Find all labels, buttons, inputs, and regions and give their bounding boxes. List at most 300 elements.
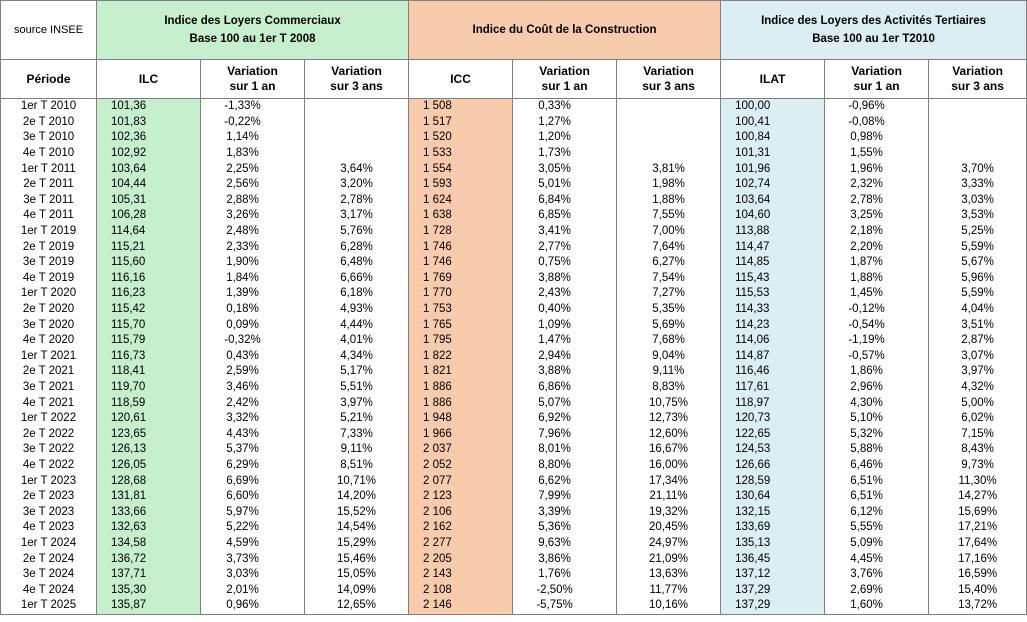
header-ilc-var3 bbox=[305, 60, 409, 99]
cell-ilc-var3: 8,51% bbox=[305, 458, 409, 474]
cell-ilc: 126,05 bbox=[97, 458, 201, 474]
cell-icc: 1 508 bbox=[409, 99, 513, 115]
cell-icc-var1: 8,80% bbox=[513, 458, 617, 474]
header-line: sur 1 an bbox=[541, 79, 588, 93]
cell-ilc-var3: 9,11% bbox=[305, 442, 409, 458]
table-row bbox=[1, 504, 1027, 520]
cell-ilc-var3: 6,66% bbox=[305, 271, 409, 287]
cell-icc-var1: 2,94% bbox=[513, 349, 617, 365]
cell-ilc: 115,42 bbox=[97, 302, 201, 318]
cell-ilc: 102,92 bbox=[97, 146, 201, 162]
cell-ilat-var3: 3,03% bbox=[929, 193, 1027, 209]
cell-icc-var1: 6,62% bbox=[513, 473, 617, 489]
cell-ilc-var1: 4,59% bbox=[201, 536, 305, 552]
cell-ilat-var3: 9,73% bbox=[929, 458, 1027, 474]
cell-ilat-var3: 4,04% bbox=[929, 302, 1027, 318]
cell-icc-var1: 3,39% bbox=[513, 504, 617, 520]
cell-icc-var3: 7,00% bbox=[617, 224, 721, 240]
cell-icc-var1: 1,20% bbox=[513, 130, 617, 146]
cell-ilc-var3: 3,97% bbox=[305, 395, 409, 411]
cell-ilat-var3: 13,72% bbox=[929, 598, 1027, 614]
cell-ilat-var3 bbox=[929, 115, 1027, 131]
cell-ilat-var1: 1,55% bbox=[825, 146, 929, 162]
cell-icc-var3: 10,75% bbox=[617, 395, 721, 411]
header-ilat-var1 bbox=[825, 60, 929, 99]
cell-icc-var3 bbox=[617, 99, 721, 115]
cell-ilc: 116,23 bbox=[97, 286, 201, 302]
cell-ilat: 101,96 bbox=[721, 161, 825, 177]
cell-ilc: 102,36 bbox=[97, 130, 201, 146]
cell-ilat: 102,74 bbox=[721, 177, 825, 193]
cell-ilc-var1: 4,43% bbox=[201, 426, 305, 442]
cell-periode: 4e T 2020 bbox=[1, 333, 97, 349]
cell-ilat: 124,53 bbox=[721, 442, 825, 458]
cell-ilc-var3: 14,54% bbox=[305, 520, 409, 536]
cell-ilc: 106,28 bbox=[97, 208, 201, 224]
cell-ilc-var1: 6,69% bbox=[201, 473, 305, 489]
cell-icc-var1: 0,40% bbox=[513, 302, 617, 318]
cell-ilat-var1: 5,88% bbox=[825, 442, 929, 458]
cell-ilat: 104,60 bbox=[721, 208, 825, 224]
table-row bbox=[1, 286, 1027, 302]
cell-ilat-var3: 5,00% bbox=[929, 395, 1027, 411]
cell-icc-var3: 8,83% bbox=[617, 380, 721, 396]
cell-icc-var1: 6,92% bbox=[513, 411, 617, 427]
cell-ilc-var1: -0,22% bbox=[201, 115, 305, 131]
cell-icc-var1: 6,86% bbox=[513, 380, 617, 396]
cell-icc-var3: 6,27% bbox=[617, 255, 721, 271]
cell-ilat-var3: 15,69% bbox=[929, 504, 1027, 520]
cell-ilat-var3: 7,15% bbox=[929, 426, 1027, 442]
cell-ilat-var1: 6,12% bbox=[825, 504, 929, 520]
cell-ilat-var3: 5,25% bbox=[929, 224, 1027, 240]
cell-icc: 1 795 bbox=[409, 333, 513, 349]
cell-ilat-var1: 4,30% bbox=[825, 395, 929, 411]
cell-icc-var3 bbox=[617, 130, 721, 146]
cell-icc-var1: 1,09% bbox=[513, 317, 617, 333]
cell-ilat-var3 bbox=[929, 130, 1027, 146]
cell-ilat-var1: -0,12% bbox=[825, 302, 929, 318]
cell-icc-var1: -5,75% bbox=[513, 598, 617, 614]
table-row bbox=[1, 317, 1027, 333]
cell-ilc-var3: 4,93% bbox=[305, 302, 409, 318]
cell-periode: 4e T 2010 bbox=[1, 146, 97, 162]
cell-icc-var3: 7,55% bbox=[617, 208, 721, 224]
cell-ilat-var1: 1,86% bbox=[825, 364, 929, 380]
header-line: sur 1 an bbox=[853, 79, 900, 93]
cell-icc-var3: 3,81% bbox=[617, 161, 721, 177]
table-row bbox=[1, 380, 1027, 396]
cell-ilc-var3: 15,05% bbox=[305, 567, 409, 583]
cell-periode: 2e T 2022 bbox=[1, 426, 97, 442]
cell-icc-var1: 3,86% bbox=[513, 551, 617, 567]
ilc-title-line1: Indice des Loyers Commerciaux bbox=[164, 15, 341, 27]
cell-periode: 4e T 2022 bbox=[1, 458, 97, 474]
cell-icc: 2 037 bbox=[409, 442, 513, 458]
cell-ilat-var1: 1,45% bbox=[825, 286, 929, 302]
cell-icc-var1: 3,88% bbox=[513, 364, 617, 380]
cell-icc-var3: 12,73% bbox=[617, 411, 721, 427]
cell-icc-var1: 1,73% bbox=[513, 146, 617, 162]
cell-ilc-var1: 3,32% bbox=[201, 411, 305, 427]
table-row bbox=[1, 146, 1027, 162]
cell-ilat: 101,31 bbox=[721, 146, 825, 162]
cell-ilc: 103,64 bbox=[97, 161, 201, 177]
table-row bbox=[1, 161, 1027, 177]
cell-ilc: 137,71 bbox=[97, 567, 201, 583]
cell-ilat: 137,12 bbox=[721, 567, 825, 583]
cell-ilat-var3: 16,59% bbox=[929, 567, 1027, 583]
cell-ilc-var1: -0,32% bbox=[201, 333, 305, 349]
cell-ilc-var3: 6,48% bbox=[305, 255, 409, 271]
cell-ilc-var1: 3,03% bbox=[201, 567, 305, 583]
cell-icc: 2 162 bbox=[409, 520, 513, 536]
cell-icc: 1 554 bbox=[409, 161, 513, 177]
cell-ilat-var1: -0,54% bbox=[825, 317, 929, 333]
cell-ilat-var1: 1,96% bbox=[825, 161, 929, 177]
header-line: Variation bbox=[643, 64, 694, 78]
header-line: Variation bbox=[952, 64, 1003, 78]
cell-icc: 1 624 bbox=[409, 193, 513, 209]
cell-icc: 1 533 bbox=[409, 146, 513, 162]
table-row bbox=[1, 99, 1027, 115]
cell-ilat: 114,33 bbox=[721, 302, 825, 318]
cell-periode: 3e T 2010 bbox=[1, 130, 97, 146]
cell-ilc-var1: 5,37% bbox=[201, 442, 305, 458]
cell-ilc-var1: 2,56% bbox=[201, 177, 305, 193]
cell-ilat-var3: 17,21% bbox=[929, 520, 1027, 536]
header-icc: ICC bbox=[409, 60, 513, 99]
cell-ilat: 122,65 bbox=[721, 426, 825, 442]
cell-ilc-var1: 3,73% bbox=[201, 551, 305, 567]
header-line: Variation bbox=[331, 64, 382, 78]
cell-icc-var3 bbox=[617, 115, 721, 131]
table-row bbox=[1, 489, 1027, 505]
cell-periode: 2e T 2011 bbox=[1, 177, 97, 193]
cell-ilat-var1: 1,88% bbox=[825, 271, 929, 287]
table-row bbox=[1, 193, 1027, 209]
cell-ilat: 128,59 bbox=[721, 473, 825, 489]
cell-ilat: 100,41 bbox=[721, 115, 825, 131]
table-row bbox=[1, 411, 1027, 427]
cell-ilc-var3: 7,33% bbox=[305, 426, 409, 442]
cell-icc-var3: 13,63% bbox=[617, 567, 721, 583]
cell-ilc-var1: 2,25% bbox=[201, 161, 305, 177]
table-row bbox=[1, 395, 1027, 411]
cell-icc-var3: 17,34% bbox=[617, 473, 721, 489]
cell-periode: 1er T 2010 bbox=[1, 99, 97, 115]
source-label: source INSEE bbox=[1, 1, 97, 60]
cell-periode: 4e T 2011 bbox=[1, 208, 97, 224]
cell-icc-var1: 8,01% bbox=[513, 442, 617, 458]
cell-icc: 1 821 bbox=[409, 364, 513, 380]
cell-icc: 2 106 bbox=[409, 504, 513, 520]
cell-ilc-var3: 14,20% bbox=[305, 489, 409, 505]
table-row bbox=[1, 208, 1027, 224]
ilc-group-title bbox=[97, 1, 409, 60]
table-row bbox=[1, 426, 1027, 442]
cell-ilat: 130,64 bbox=[721, 489, 825, 505]
cell-ilat: 100,84 bbox=[721, 130, 825, 146]
cell-icc-var1: 0,33% bbox=[513, 99, 617, 115]
table-row bbox=[1, 520, 1027, 536]
cell-ilat-var1: -1,19% bbox=[825, 333, 929, 349]
cell-ilc: 115,70 bbox=[97, 317, 201, 333]
cell-ilc-var1: 1,14% bbox=[201, 130, 305, 146]
cell-ilc: 118,41 bbox=[97, 364, 201, 380]
cell-ilc: 104,44 bbox=[97, 177, 201, 193]
cell-icc: 2 052 bbox=[409, 458, 513, 474]
cell-periode: 3e T 2019 bbox=[1, 255, 97, 271]
cell-ilat-var1: 2,96% bbox=[825, 380, 929, 396]
icc-title-line1: Indice du Coût de la Construction bbox=[472, 24, 657, 36]
cell-ilc: 105,31 bbox=[97, 193, 201, 209]
cell-icc: 2 205 bbox=[409, 551, 513, 567]
cell-ilat-var1: 2,69% bbox=[825, 582, 929, 598]
cell-ilc: 123,65 bbox=[97, 426, 201, 442]
cell-periode: 2e T 2020 bbox=[1, 302, 97, 318]
cell-icc-var3: 7,54% bbox=[617, 271, 721, 287]
cell-ilat-var1: 5,32% bbox=[825, 426, 929, 442]
cell-ilc-var1: 6,29% bbox=[201, 458, 305, 474]
table-row bbox=[1, 333, 1027, 349]
cell-icc-var1: 1,76% bbox=[513, 567, 617, 583]
cell-periode: 2e T 2023 bbox=[1, 489, 97, 505]
cell-ilc: 114,64 bbox=[97, 224, 201, 240]
cell-icc: 1 886 bbox=[409, 395, 513, 411]
table-row bbox=[1, 567, 1027, 583]
cell-ilat-var1: 0,98% bbox=[825, 130, 929, 146]
cell-ilc-var3 bbox=[305, 99, 409, 115]
cell-ilc: 128,68 bbox=[97, 473, 201, 489]
cell-ilat-var3: 17,16% bbox=[929, 551, 1027, 567]
cell-icc: 1 520 bbox=[409, 130, 513, 146]
cell-ilat: 113,88 bbox=[721, 224, 825, 240]
cell-periode: 1er T 2011 bbox=[1, 161, 97, 177]
cell-ilc: 135,87 bbox=[97, 598, 201, 614]
cell-icc-var3: 7,27% bbox=[617, 286, 721, 302]
cell-ilat-var3: 3,33% bbox=[929, 177, 1027, 193]
cell-ilat-var3: 3,97% bbox=[929, 364, 1027, 380]
cell-ilc-var3: 6,18% bbox=[305, 286, 409, 302]
cell-ilat-var3: 5,96% bbox=[929, 271, 1027, 287]
cell-icc: 2 077 bbox=[409, 473, 513, 489]
header-ilc: ILC bbox=[97, 60, 201, 99]
cell-icc: 1 966 bbox=[409, 426, 513, 442]
cell-ilc-var3 bbox=[305, 130, 409, 146]
cell-ilat-var1: -0,08% bbox=[825, 115, 929, 131]
cell-periode: 1er T 2023 bbox=[1, 473, 97, 489]
cell-icc-var3: 7,68% bbox=[617, 333, 721, 349]
cell-icc-var1: 2,43% bbox=[513, 286, 617, 302]
cell-periode: 2e T 2024 bbox=[1, 551, 97, 567]
ilc-title-line2: Base 100 au 1er T 2008 bbox=[189, 33, 316, 45]
cell-ilat-var1: 3,25% bbox=[825, 208, 929, 224]
cell-ilc-var1: 1,84% bbox=[201, 271, 305, 287]
cell-periode: 3e T 2020 bbox=[1, 317, 97, 333]
cell-ilat-var3: 3,70% bbox=[929, 161, 1027, 177]
cell-icc-var3: 1,98% bbox=[617, 177, 721, 193]
cell-periode: 1er T 2019 bbox=[1, 224, 97, 240]
cell-icc-var3: 10,16% bbox=[617, 598, 721, 614]
cell-ilat-var1: 1,87% bbox=[825, 255, 929, 271]
cell-ilc-var3: 15,29% bbox=[305, 536, 409, 552]
cell-ilat-var3 bbox=[929, 99, 1027, 115]
cell-ilat: 132,15 bbox=[721, 504, 825, 520]
cell-icc-var1: 3,88% bbox=[513, 271, 617, 287]
cell-ilc-var3: 3,20% bbox=[305, 177, 409, 193]
cell-periode: 4e T 2024 bbox=[1, 582, 97, 598]
cell-ilat: 114,85 bbox=[721, 255, 825, 271]
cell-icc: 2 143 bbox=[409, 567, 513, 583]
cell-icc: 1 593 bbox=[409, 177, 513, 193]
cell-periode: 2e T 2010 bbox=[1, 115, 97, 131]
cell-icc-var1: -2,50% bbox=[513, 582, 617, 598]
cell-ilc-var3 bbox=[305, 115, 409, 131]
cell-ilat-var1: 3,76% bbox=[825, 567, 929, 583]
cell-ilc: 101,36 bbox=[97, 99, 201, 115]
cell-icc-var3: 19,32% bbox=[617, 504, 721, 520]
cell-ilat-var3: 15,40% bbox=[929, 582, 1027, 598]
cell-ilat-var3: 5,59% bbox=[929, 286, 1027, 302]
cell-ilc-var3: 15,52% bbox=[305, 504, 409, 520]
group-header-row bbox=[1, 1, 1027, 60]
cell-ilc-var3: 3,64% bbox=[305, 161, 409, 177]
cell-icc-var1: 9,63% bbox=[513, 536, 617, 552]
header-ilat-var3 bbox=[929, 60, 1027, 99]
cell-icc: 1 746 bbox=[409, 239, 513, 255]
table-row bbox=[1, 239, 1027, 255]
cell-ilat-var3: 17,64% bbox=[929, 536, 1027, 552]
table-row bbox=[1, 442, 1027, 458]
cell-icc: 1 753 bbox=[409, 302, 513, 318]
cell-ilc-var1: 0,09% bbox=[201, 317, 305, 333]
cell-ilat-var1: 6,46% bbox=[825, 458, 929, 474]
cell-ilc: 126,13 bbox=[97, 442, 201, 458]
cell-ilc-var1: 0,43% bbox=[201, 349, 305, 365]
cell-ilc-var3: 15,46% bbox=[305, 551, 409, 567]
cell-ilat-var1: -0,96% bbox=[825, 99, 929, 115]
cell-icc: 1 886 bbox=[409, 380, 513, 396]
cell-ilat: 126,66 bbox=[721, 458, 825, 474]
table-row bbox=[1, 130, 1027, 146]
cell-periode: 1er T 2020 bbox=[1, 286, 97, 302]
table-row bbox=[1, 458, 1027, 474]
cell-periode: 4e T 2021 bbox=[1, 395, 97, 411]
cell-ilat-var3: 8,43% bbox=[929, 442, 1027, 458]
cell-icc-var3: 21,11% bbox=[617, 489, 721, 505]
cell-icc: 1 517 bbox=[409, 115, 513, 131]
cell-ilc: 120,61 bbox=[97, 411, 201, 427]
cell-ilc-var3: 4,34% bbox=[305, 349, 409, 365]
cell-ilat: 116,46 bbox=[721, 364, 825, 380]
cell-ilc-var3: 10,71% bbox=[305, 473, 409, 489]
table-row bbox=[1, 551, 1027, 567]
cell-ilc-var1: 2,42% bbox=[201, 395, 305, 411]
header-line: Variation bbox=[851, 64, 902, 78]
cell-ilat-var3: 3,07% bbox=[929, 349, 1027, 365]
cell-periode: 1er T 2022 bbox=[1, 411, 97, 427]
cell-ilat: 114,23 bbox=[721, 317, 825, 333]
cell-ilc: 118,59 bbox=[97, 395, 201, 411]
cell-ilc-var1: 2,48% bbox=[201, 224, 305, 240]
cell-ilc-var1: 1,90% bbox=[201, 255, 305, 271]
cell-ilc-var1: 3,26% bbox=[201, 208, 305, 224]
cell-ilc: 134,58 bbox=[97, 536, 201, 552]
cell-ilc: 115,79 bbox=[97, 333, 201, 349]
cell-icc-var3: 16,67% bbox=[617, 442, 721, 458]
cell-icc-var3: 1,88% bbox=[617, 193, 721, 209]
cell-ilc-var1: 2,33% bbox=[201, 239, 305, 255]
table-row bbox=[1, 536, 1027, 552]
cell-ilat-var3: 11,30% bbox=[929, 473, 1027, 489]
table-row bbox=[1, 271, 1027, 287]
cell-icc-var3: 5,35% bbox=[617, 302, 721, 318]
cell-icc-var1: 1,47% bbox=[513, 333, 617, 349]
cell-ilat-var3: 3,51% bbox=[929, 317, 1027, 333]
cell-ilat: 117,61 bbox=[721, 380, 825, 396]
cell-ilat-var1: 2,18% bbox=[825, 224, 929, 240]
cell-ilc: 136,72 bbox=[97, 551, 201, 567]
cell-ilat: 103,64 bbox=[721, 193, 825, 209]
cell-periode: 1er T 2025 bbox=[1, 598, 97, 614]
cell-ilc-var1: -1,33% bbox=[201, 99, 305, 115]
table-row bbox=[1, 224, 1027, 240]
header-icc-var3 bbox=[617, 60, 721, 99]
cell-icc-var1: 5,36% bbox=[513, 520, 617, 536]
cell-ilc-var1: 5,22% bbox=[201, 520, 305, 536]
cell-periode: 2e T 2021 bbox=[1, 364, 97, 380]
cell-icc: 1 765 bbox=[409, 317, 513, 333]
cell-icc-var3: 12,60% bbox=[617, 426, 721, 442]
cell-periode: 1er T 2021 bbox=[1, 349, 97, 365]
cell-ilat-var3: 14,27% bbox=[929, 489, 1027, 505]
cell-ilat: 114,87 bbox=[721, 349, 825, 365]
cell-icc: 1 638 bbox=[409, 208, 513, 224]
cell-icc-var3: 9,04% bbox=[617, 349, 721, 365]
cell-ilc: 119,70 bbox=[97, 380, 201, 396]
cell-icc-var3: 11,77% bbox=[617, 582, 721, 598]
cell-ilc: 133,66 bbox=[97, 504, 201, 520]
cell-periode: 1er T 2024 bbox=[1, 536, 97, 552]
cell-ilc: 115,60 bbox=[97, 255, 201, 271]
cell-ilc-var3: 5,76% bbox=[305, 224, 409, 240]
cell-icc-var1: 6,84% bbox=[513, 193, 617, 209]
cell-ilc-var1: 6,60% bbox=[201, 489, 305, 505]
cell-ilat: 115,53 bbox=[721, 286, 825, 302]
cell-ilc-var1: 5,97% bbox=[201, 504, 305, 520]
header-ilat: ILAT bbox=[721, 60, 825, 99]
cell-ilc-var3: 5,51% bbox=[305, 380, 409, 396]
cell-icc-var3: 21,09% bbox=[617, 551, 721, 567]
cell-ilat: 120,73 bbox=[721, 411, 825, 427]
table-row bbox=[1, 255, 1027, 271]
table-row bbox=[1, 598, 1027, 614]
cell-periode: 3e T 2024 bbox=[1, 567, 97, 583]
cell-ilat-var1: 6,51% bbox=[825, 489, 929, 505]
cell-icc-var1: 7,99% bbox=[513, 489, 617, 505]
cell-ilc-var1: 0,96% bbox=[201, 598, 305, 614]
cell-icc-var3: 9,11% bbox=[617, 364, 721, 380]
cell-periode: 3e T 2023 bbox=[1, 504, 97, 520]
header-periode: Période bbox=[1, 60, 97, 99]
cell-icc: 2 108 bbox=[409, 582, 513, 598]
cell-icc-var1: 0,75% bbox=[513, 255, 617, 271]
cell-ilc: 116,73 bbox=[97, 349, 201, 365]
cell-ilat-var3: 5,59% bbox=[929, 239, 1027, 255]
cell-ilc-var1: 1,83% bbox=[201, 146, 305, 162]
cell-ilc: 131,81 bbox=[97, 489, 201, 505]
